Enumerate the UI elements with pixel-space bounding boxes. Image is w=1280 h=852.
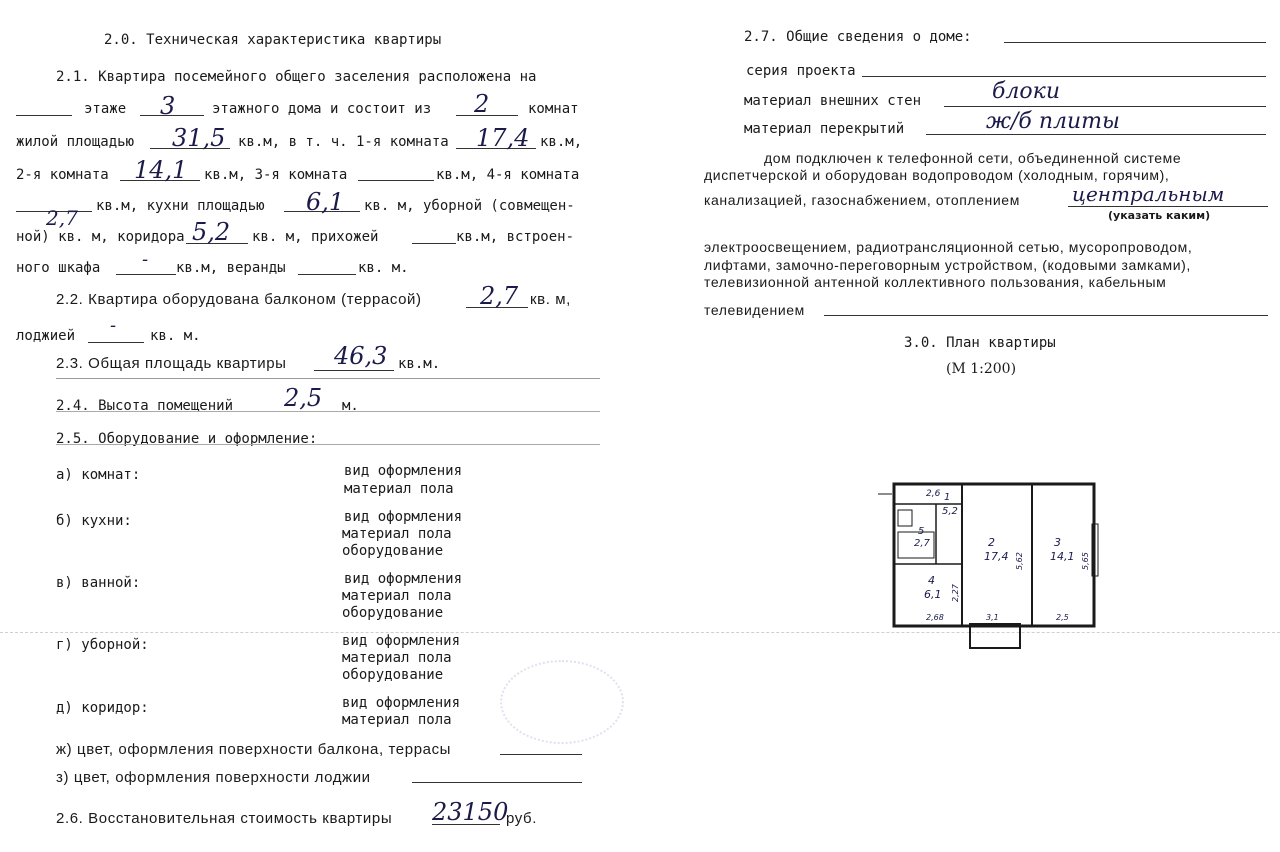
plan-room3-num: 3 — [1054, 536, 1061, 549]
veranda-blank — [298, 274, 356, 275]
balcony-handwritten: 2,7 — [480, 282, 519, 310]
s21-l6a: ной) кв. м, коридора — [16, 229, 185, 245]
cost-handwritten: 23150 — [432, 798, 509, 826]
plan-room2-area: 17,4 — [984, 550, 1009, 563]
plan-dim-top: 2,6 — [926, 489, 941, 499]
hall-blank — [412, 243, 456, 244]
cable-tv-blank — [824, 315, 1268, 316]
section-heading: 2.0. Техническая характеристика квартиры — [104, 32, 442, 48]
total-area-blank — [314, 370, 394, 371]
walls-handwritten: блоки — [992, 79, 1060, 104]
s21-l7c: кв. м. — [358, 260, 409, 276]
loggia-blank — [88, 342, 144, 343]
living-handwritten: 31,5 — [172, 124, 226, 152]
equip-toilet-item3: оборудование — [342, 667, 444, 683]
floor-blank — [16, 115, 72, 116]
plan-room4-area: 6,1 — [924, 588, 942, 601]
walls-blank — [944, 106, 1266, 107]
s21-line1: 2.1. Квартира посемейного общего заселения расположена на — [56, 69, 537, 85]
loggia-handwritten: - — [110, 315, 117, 336]
s23-label: 2.3. Общая площадь квартиры — [56, 355, 287, 372]
height-handwritten: 2,5 — [284, 384, 323, 412]
s21-l3a: жилой площадью — [16, 134, 135, 150]
utilities-line5: лифтами, замочно-переговорным устройством, (кодовыми замками), — [704, 257, 1191, 273]
plan-dim-b1: 2,68 — [926, 613, 944, 622]
equip-bath-item1: вид оформления — [344, 571, 463, 587]
s25-underline — [56, 444, 600, 445]
room1-handwritten: 17,4 — [476, 124, 530, 152]
corridor-handwritten: 5,2 — [192, 218, 231, 246]
s26-unit: руб. — [506, 810, 538, 827]
equip-toilet-label: г) уборной: — [56, 637, 149, 653]
s21-l4b: кв.м, 3-я комната — [204, 167, 348, 183]
s21-l5a: кв.м, кухни площадью — [96, 198, 265, 214]
slabs-blank — [926, 134, 1266, 135]
plan-room3-area: 14,1 — [1050, 550, 1075, 563]
equip-bath-item3: оборудование — [342, 605, 444, 621]
plan-room2-num: 2 — [988, 536, 995, 549]
equip-rooms-item2: материал пола — [344, 481, 454, 497]
phone-line3: канализацией, газоснабжением, отоплением — [704, 192, 1020, 208]
s21-l7b: кв.м, веранды — [176, 260, 286, 276]
s22-l2b: кв. м. — [150, 328, 201, 344]
faded-stamp — [500, 660, 624, 744]
plan-room5-num: 5 — [918, 526, 925, 537]
utilities-line7: телевидением — [704, 302, 805, 318]
heating-handwritten: центральным — [1072, 182, 1225, 206]
s27-title: 2.7. Общие сведения о доме: — [744, 29, 972, 45]
s21-l2b: этажного дома и состоит из — [212, 101, 432, 117]
balcony-color-label: ж) цвет, оформления поверхности балкона, террасы — [56, 741, 452, 758]
s21-l3b: кв.м, в т. ч. 1-я комната — [238, 134, 449, 150]
plan-dim-b3: 2,5 — [1056, 613, 1069, 622]
utilities-line4: электроосвещением, радиотрансляционной сетью, мусоропроводом, — [704, 239, 1193, 255]
equip-toilet-item2: материал пола — [342, 650, 452, 666]
s21-l4c: кв.м, 4-я комната — [436, 167, 580, 183]
rooms-handwritten: 2 — [474, 90, 490, 118]
s21-l4a: 2-я комната — [16, 167, 109, 183]
floor-plan-drawing — [878, 474, 1108, 654]
equip-rooms-item1: вид оформления — [344, 463, 463, 479]
plan-room5-area: 2,7 — [914, 538, 930, 549]
plan-title: 3.0. План квартиры — [904, 335, 1056, 351]
s22-l2a: лоджией — [16, 328, 76, 344]
s22-l1b: кв. м, — [530, 291, 571, 308]
balcony-color-blank — [500, 754, 582, 755]
plan-scale: (М 1:200) — [946, 361, 1017, 377]
floor-plan — [878, 474, 1108, 654]
plan-dim-h2: 5,65 — [1081, 552, 1090, 570]
toilet-handwritten: 2,7 — [46, 206, 78, 230]
s21-l6b: кв. м, прихожей — [252, 229, 379, 245]
s21-l3c: кв.м, — [540, 134, 583, 150]
equip-kitchen-label: б) кухни: — [56, 513, 132, 529]
s23-unit: кв.м. — [398, 356, 441, 372]
room2-handwritten: 14,1 — [134, 156, 188, 184]
equip-kitchen-item3: оборудование — [342, 543, 444, 559]
slabs-label: материал перекрытий — [744, 121, 905, 137]
equip-corridor-label: д) коридор: — [56, 700, 149, 716]
room3-blank — [358, 180, 434, 181]
s21-l5b: кв. м, уборной (совмещен- — [364, 198, 575, 214]
s23-underline — [56, 378, 600, 379]
s25-title: 2.5. Оборудование и оформление: — [56, 431, 318, 447]
equip-kitchen-item2: материал пола — [342, 526, 452, 542]
s27-title-blank — [1004, 42, 1266, 43]
s24-underline — [56, 411, 600, 412]
equip-rooms-label: а) комнат: — [56, 467, 141, 483]
project-series-label: серия проекта — [746, 63, 856, 79]
plan-room1-area: 5,2 — [942, 506, 958, 517]
s22-l1a: 2.2. Квартира оборудована балконом (террасой) — [56, 291, 422, 308]
phone-line2: диспетчерской и оборудован водопроводом (холодным, горячим), — [704, 167, 1170, 183]
utilities-line6: телевизионной антенной коллективного пользования, кабельным — [704, 274, 1167, 290]
phone-line1: дом подключен к телефонной сети, объединенной системе — [764, 150, 1182, 166]
loggia-color-label: з) цвет, оформления поверхности лоджии — [56, 769, 371, 786]
project-series-blank — [862, 76, 1266, 77]
plan-room4-num: 4 — [928, 574, 935, 587]
plan-room1-num: 1 — [944, 492, 951, 503]
s26-label: 2.6. Восстановительная стоимость квартиры — [56, 810, 393, 827]
equip-corridor-item2: материал пола — [342, 712, 452, 728]
plan-dim-b2: 3,1 — [986, 613, 999, 622]
s21-l2a: этаже — [84, 101, 127, 117]
floors-handwritten: 3 — [160, 92, 176, 120]
s24-unit: м. — [342, 398, 359, 414]
loggia-color-blank — [412, 782, 582, 783]
walls-label: материал внешних стен — [744, 93, 922, 109]
equip-toilet-item1: вид оформления — [342, 633, 461, 649]
equip-bath-label: в) ванной: — [56, 575, 141, 591]
s21-l2c: комнат — [528, 101, 579, 117]
equip-bath-item2: материал пола — [342, 588, 452, 604]
equip-kitchen-item1: вид оформления — [344, 509, 463, 525]
wardrobe-blank — [116, 274, 176, 275]
heating-hint: (указать каким) — [1108, 209, 1211, 222]
plan-dim-h1: 5,62 — [1015, 552, 1024, 570]
total-area-handwritten: 46,3 — [334, 342, 388, 370]
s21-l7a: ного шкафа — [16, 260, 101, 276]
equip-corridor-item1: вид оформления — [342, 695, 461, 711]
wardrobe-handwritten: - — [142, 249, 149, 270]
plan-dim-kitchen: 2,27 — [951, 584, 960, 602]
s24-label: 2.4. Высота помещений — [56, 398, 234, 414]
s21-l6c: кв.м, встроен- — [456, 229, 575, 245]
slabs-handwritten: ж/б плиты — [986, 109, 1120, 134]
kitchen-handwritten: 6,1 — [306, 188, 345, 216]
